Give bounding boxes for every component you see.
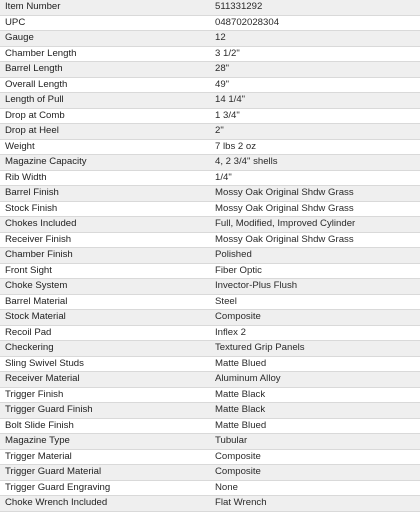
spec-label: Barrel Length bbox=[0, 62, 211, 78]
spec-value: Mossy Oak Original Shdw Grass bbox=[211, 186, 420, 202]
spec-row bbox=[0, 434, 420, 450]
spec-row bbox=[0, 124, 420, 140]
spec-label: Item Number bbox=[0, 0, 211, 15]
spec-label: Magazine Capacity bbox=[0, 155, 211, 171]
spec-value: 1 3/4" bbox=[211, 108, 420, 124]
spec-row bbox=[0, 217, 420, 233]
spec-label: Chokes Included bbox=[0, 217, 211, 233]
spec-row bbox=[0, 263, 420, 279]
spec-row bbox=[0, 0, 420, 15]
spec-value: 048702028304 bbox=[211, 15, 420, 31]
spec-row bbox=[0, 77, 420, 93]
spec-label: Overall Length bbox=[0, 77, 211, 93]
spec-label: Receiver Material bbox=[0, 372, 211, 388]
spec-label: Rib Width bbox=[0, 170, 211, 186]
spec-label: Trigger Finish bbox=[0, 387, 211, 403]
spec-value: None bbox=[211, 480, 420, 496]
spec-label: Chamber Finish bbox=[0, 248, 211, 264]
spec-value: Textured Grip Panels bbox=[211, 341, 420, 357]
spec-value: Matte Black bbox=[211, 403, 420, 419]
spec-label: Drop at Comb bbox=[0, 108, 211, 124]
spec-value: Matte Black bbox=[211, 387, 420, 403]
spec-label: Trigger Guard Finish bbox=[0, 403, 211, 419]
spec-row bbox=[0, 310, 420, 326]
spec-value: Polished bbox=[211, 248, 420, 264]
spec-label: Recoil Pad bbox=[0, 325, 211, 341]
spec-label: Trigger Guard Engraving bbox=[0, 480, 211, 496]
spec-value: Aluminum Alloy bbox=[211, 372, 420, 388]
spec-value: Inflex 2 bbox=[211, 325, 420, 341]
spec-label: Choke Wrench Included bbox=[0, 496, 211, 512]
spec-row bbox=[0, 93, 420, 109]
spec-value: Fiber Optic bbox=[211, 263, 420, 279]
spec-row bbox=[0, 496, 420, 512]
spec-row bbox=[0, 325, 420, 341]
spec-row bbox=[0, 108, 420, 124]
spec-value: 49" bbox=[211, 77, 420, 93]
spec-row bbox=[0, 356, 420, 372]
spec-row bbox=[0, 155, 420, 171]
spec-value: 4, 2 3/4" shells bbox=[211, 155, 420, 171]
spec-value: Steel bbox=[211, 294, 420, 310]
spec-value: 7 lbs 2 oz bbox=[211, 139, 420, 155]
spec-value: Full, Modified, Improved Cylinder bbox=[211, 217, 420, 233]
spec-label: Stock Finish bbox=[0, 201, 211, 217]
spec-row bbox=[0, 232, 420, 248]
spec-label: Bolt Slide Finish bbox=[0, 418, 211, 434]
spec-value: Invector-Plus Flush bbox=[211, 279, 420, 295]
spec-label: UPC bbox=[0, 15, 211, 31]
spec-value: 14 1/4" bbox=[211, 93, 420, 109]
spec-row bbox=[0, 15, 420, 31]
spec-row bbox=[0, 465, 420, 481]
spec-value: Mossy Oak Original Shdw Grass bbox=[211, 232, 420, 248]
spec-label: Barrel Finish bbox=[0, 186, 211, 202]
spec-row bbox=[0, 31, 420, 47]
spec-row bbox=[0, 248, 420, 264]
spec-value: 1/4" bbox=[211, 170, 420, 186]
spec-row bbox=[0, 341, 420, 357]
spec-row bbox=[0, 279, 420, 295]
spec-row bbox=[0, 46, 420, 62]
spec-row bbox=[0, 403, 420, 419]
spec-label: Checkering bbox=[0, 341, 211, 357]
spec-value: 2" bbox=[211, 124, 420, 140]
spec-row bbox=[0, 387, 420, 403]
spec-value: 28" bbox=[211, 62, 420, 78]
spec-label: Trigger Guard Material bbox=[0, 465, 211, 481]
spec-label: Gauge bbox=[0, 31, 211, 47]
spec-value: Flat Wrench bbox=[211, 496, 420, 512]
spec-row bbox=[0, 372, 420, 388]
spec-row bbox=[0, 201, 420, 217]
spec-row bbox=[0, 294, 420, 310]
spec-value: 3 1/2" bbox=[211, 46, 420, 62]
spec-value: Matte Blued bbox=[211, 356, 420, 372]
spec-row bbox=[0, 170, 420, 186]
spec-value: Composite bbox=[211, 465, 420, 481]
spec-label: Barrel Material bbox=[0, 294, 211, 310]
spec-row bbox=[0, 418, 420, 434]
spec-label: Magazine Type bbox=[0, 434, 211, 450]
spec-value: 12 bbox=[211, 31, 420, 47]
spec-row bbox=[0, 139, 420, 155]
spec-label: Trigger Material bbox=[0, 449, 211, 465]
spec-label: Drop at Heel bbox=[0, 124, 211, 140]
spec-label: Weight bbox=[0, 139, 211, 155]
spec-label: Chamber Length bbox=[0, 46, 211, 62]
spec-row bbox=[0, 186, 420, 202]
spec-label: Receiver Finish bbox=[0, 232, 211, 248]
spec-row bbox=[0, 62, 420, 78]
spec-label: Stock Material bbox=[0, 310, 211, 326]
spec-label: Length of Pull bbox=[0, 93, 211, 109]
spec-label: Sling Swivel Studs bbox=[0, 356, 211, 372]
spec-row bbox=[0, 449, 420, 465]
spec-value: Composite bbox=[211, 449, 420, 465]
spec-label: Choke System bbox=[0, 279, 211, 295]
spec-value: Mossy Oak Original Shdw Grass bbox=[211, 201, 420, 217]
spec-label: Front Sight bbox=[0, 263, 211, 279]
spec-value: Matte Blued bbox=[211, 418, 420, 434]
spec-row bbox=[0, 480, 420, 496]
spec-value: 511331292 bbox=[211, 0, 420, 15]
spec-value: Tubular bbox=[211, 434, 420, 450]
spec-value: Composite bbox=[211, 310, 420, 326]
